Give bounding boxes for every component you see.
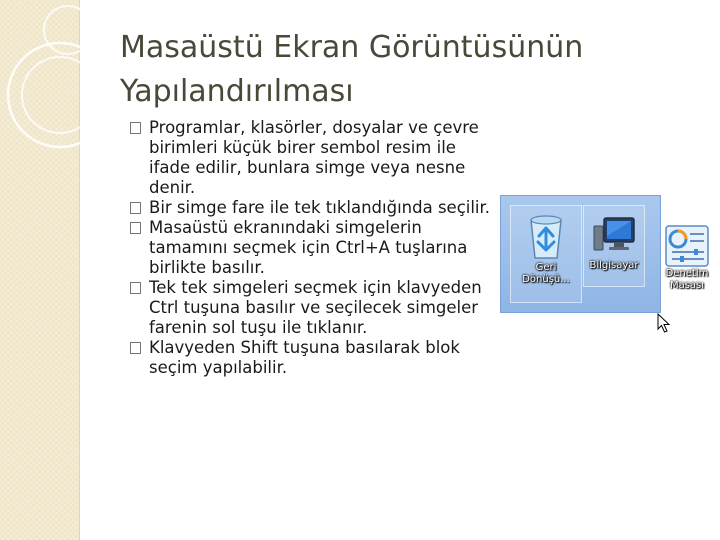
bullet-text: Tek tek simgeleri seçmek için klavyeden Ctrl tuşuna basılır ve seçilecek simgeler farenin sol tuşu ile tıklanır. xyxy=(149,278,482,337)
recycle-bin-shortcut[interactable] xyxy=(512,212,580,286)
bullet-box-icon xyxy=(130,122,141,134)
computer-shortcut[interactable] xyxy=(581,212,647,272)
bullet-item xyxy=(130,198,500,218)
bullet-text: Bir simge fare ile tek tıklandığında seçilir. xyxy=(149,198,491,217)
bullet-box-icon xyxy=(130,282,141,294)
bullet-item xyxy=(130,118,500,198)
bullet-list xyxy=(130,118,500,378)
bullet-item xyxy=(130,218,500,278)
bullet-item xyxy=(130,278,500,338)
bullet-box-icon xyxy=(130,222,141,234)
bullet-text: Programlar, klasörler, dosyalar ve çevre birimleri küçük birer sembol resim ile ifade edilir, bunlara simge veya nesne denir. xyxy=(149,118,479,197)
control-panel-icon xyxy=(664,224,710,268)
mouse-pointer-icon xyxy=(657,313,671,333)
decorative-circles xyxy=(0,0,120,170)
slide-title xyxy=(120,26,680,114)
computer-icon xyxy=(590,212,638,260)
bullet-box-icon xyxy=(130,202,141,214)
icon-label: Masası xyxy=(669,280,705,291)
icon-label: Dönüşü... xyxy=(522,274,570,285)
slide-title-line1: Masaüstü Ekran Görüntüsünün xyxy=(120,30,584,65)
bullet-item xyxy=(130,338,500,378)
icon-label: Geri xyxy=(535,262,557,273)
bullet-box-icon xyxy=(130,342,141,354)
recycle-bin-icon xyxy=(524,212,568,262)
bullet-text: Klavyeden Shift tuşuna basılarak blok seçim yapılabilir. xyxy=(149,338,460,377)
icon-label: Bilgisayar xyxy=(589,260,639,271)
icon-label: Denetim xyxy=(665,268,709,279)
control-panel-shortcut[interactable] xyxy=(657,224,717,292)
slide-title-line2: Yapılandırılması xyxy=(120,74,354,109)
bullet-text: Masaüstü ekranındaki simgelerin tamamını seçmek için Ctrl+A tuşlarına birlikte basılır. xyxy=(149,218,468,277)
